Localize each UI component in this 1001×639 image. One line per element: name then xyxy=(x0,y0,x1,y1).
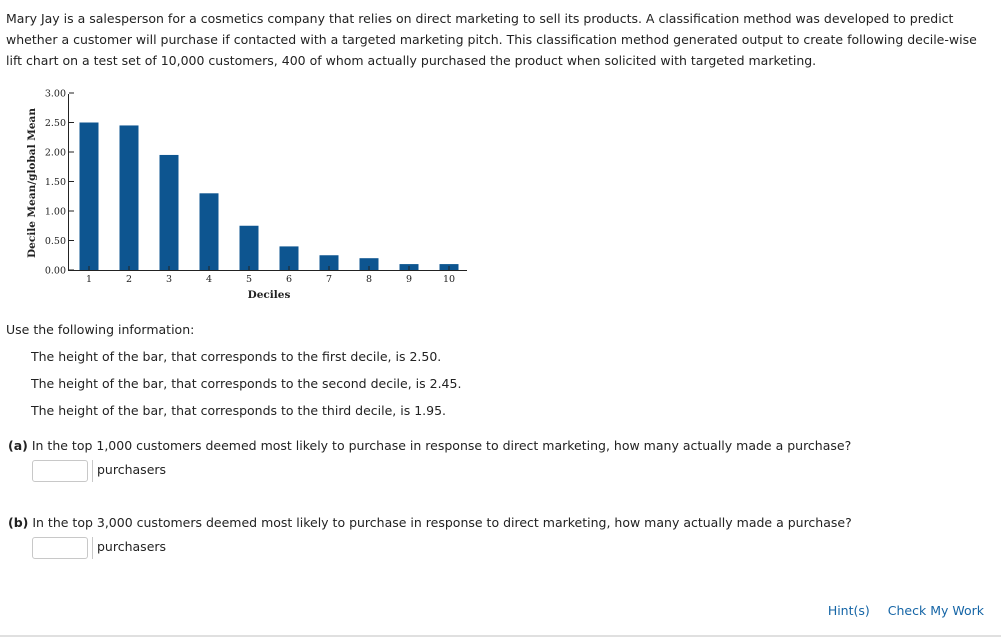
info-line-3: The height of the bar, that corresponds to the third decile, is 1.95. xyxy=(31,403,446,418)
bar-decile-1 xyxy=(80,123,99,271)
question-a xyxy=(8,438,851,453)
problem-statement: Mary Jay is a salesperson for a cosmetics company that relies on direct marketing to sell its products. A classification method was developed to predict whether a customer will purchase if contacted with a targeted marketing pitch. This classification method generated output to create following decile-wise lift chart on a test set of 10,000 customers, 400 of whom actually purchased the product when solicited with targeted marketing. xyxy=(6,11,977,68)
question-b-label: (b) xyxy=(8,515,29,530)
question-b-text: In the top 3,000 customers deemed most likely to purchase in response to direct marketing, how many actually made a purchase? xyxy=(28,515,852,530)
bar-decile-3 xyxy=(160,155,179,270)
x-tick-label: 9 xyxy=(405,274,413,285)
hints-link[interactable]: Hint(s) xyxy=(827,603,870,618)
x-tick-label: 10 xyxy=(442,274,456,285)
check-my-work-link[interactable]: Check My Work xyxy=(887,603,984,618)
x-axis-label: Deciles xyxy=(247,289,291,301)
y-tick-label: 3.00 xyxy=(44,88,66,100)
x-tick-label: 1 xyxy=(85,274,93,285)
bar-decile-4 xyxy=(200,193,219,270)
answer-b-input[interactable] xyxy=(32,537,88,559)
answer-a-row xyxy=(32,460,166,482)
use-info-label: Use the following information: xyxy=(6,322,195,337)
question-a-label: (a) xyxy=(8,438,28,453)
y-tick-label: 0.50 xyxy=(44,236,66,247)
info-line-2: The height of the bar, that corresponds to the second decile, is 2.45. xyxy=(31,376,462,391)
x-tick-label: 2 xyxy=(125,274,133,285)
answer-b-row xyxy=(32,537,166,559)
footer-links xyxy=(814,603,984,618)
lift-chart xyxy=(20,84,480,309)
bottom-divider xyxy=(0,635,1001,637)
x-tick-label: 6 xyxy=(285,274,293,285)
x-tick-label: 5 xyxy=(245,274,253,285)
answer-a-input[interactable] xyxy=(32,460,88,482)
x-tick-label: 8 xyxy=(365,274,373,285)
bar-decile-5 xyxy=(240,226,259,270)
question-b xyxy=(8,515,852,530)
x-tick-label: 3 xyxy=(165,274,173,285)
y-tick-label: 2.00 xyxy=(44,147,66,159)
question-a-text: In the top 1,000 customers deemed most likely to purchase in response to direct marketing, how many actually made a purchase? xyxy=(27,438,852,453)
bar-decile-2 xyxy=(120,125,139,270)
answer-b-unit: purchasers xyxy=(92,537,166,559)
x-tick-label: 7 xyxy=(325,274,333,285)
y-tick-label: 1.50 xyxy=(44,177,66,188)
y-axis-label: Decile Mean/global Mean xyxy=(26,108,38,258)
answer-a-unit: purchasers xyxy=(92,460,166,482)
y-tick-label: 2.50 xyxy=(44,118,66,129)
y-tick-label: 1.00 xyxy=(44,206,66,218)
x-tick-label: 4 xyxy=(205,274,213,285)
y-tick-label: 0.00 xyxy=(44,265,66,277)
info-line-1: The height of the bar, that corresponds to the first decile, is 2.50. xyxy=(31,349,442,364)
